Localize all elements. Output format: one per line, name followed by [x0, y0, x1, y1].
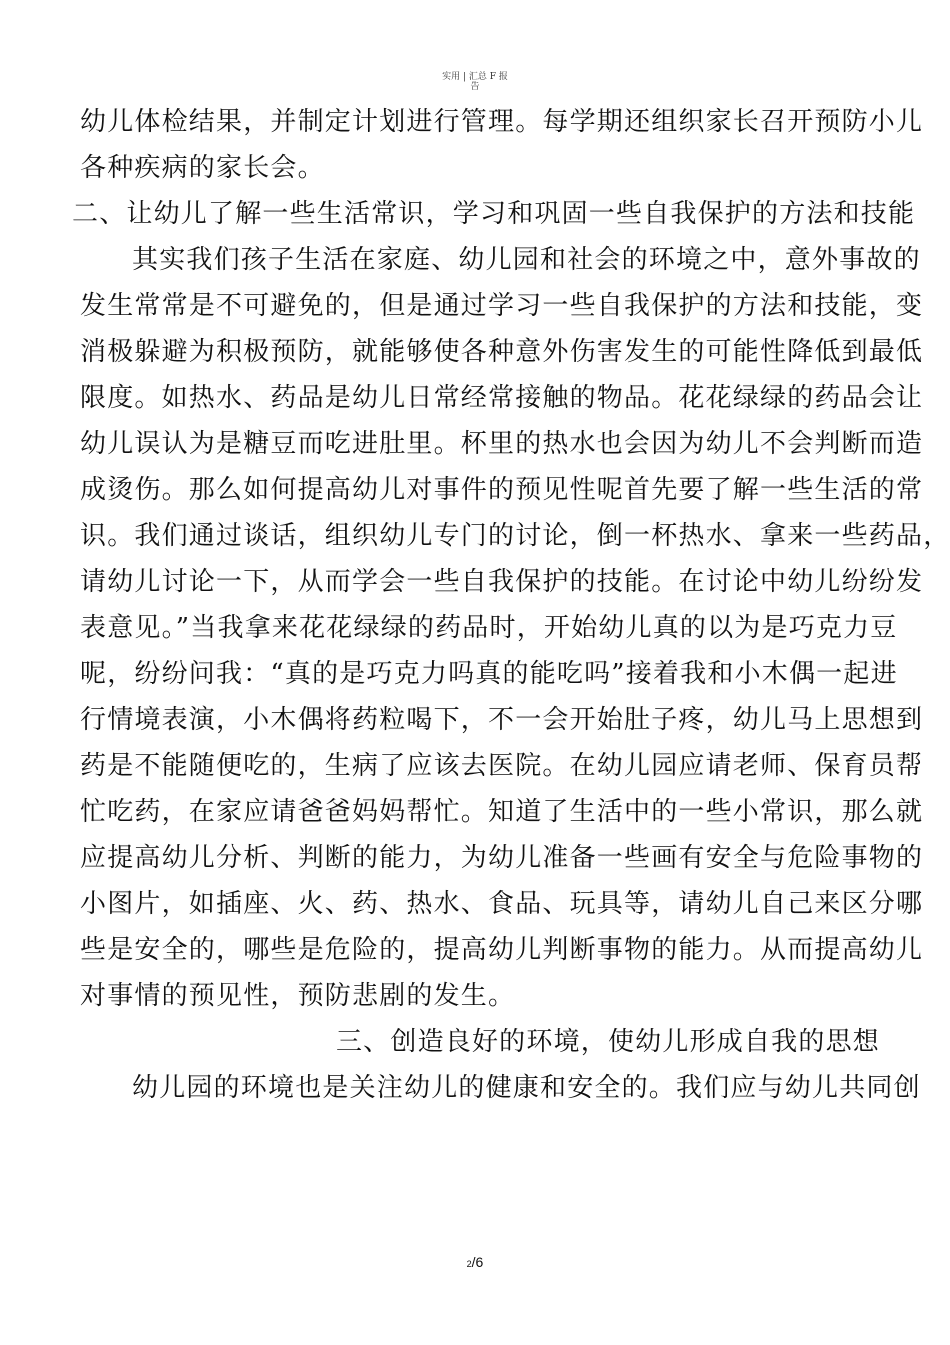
paragraph-line: 幼儿体检结果，并制定计划进行管理。每学期还组织家长召开预防小儿	[80, 107, 924, 137]
paragraph-line: 行情境表演，小木偶将药粒喝下，不一会开始肚子疼，幼儿马上思想到	[80, 705, 924, 735]
paragraph-line: 各种疾病的家长会。	[80, 153, 325, 183]
current-page: 2	[466, 1259, 472, 1269]
header-line-1: 实用 | 汇总 F 报	[442, 72, 508, 82]
paragraph-line: 应提高幼儿分析、判断的能力，为幼儿准备一些画有安全与危险事物的	[80, 843, 924, 873]
paragraph-line: 些是安全的，哪些是危险的，提高幼儿判断事物的能力。从而提高幼儿	[80, 935, 924, 965]
paragraph-line: 幼儿误认为是糖豆而吃进肚里。杯里的热水也会因为幼儿不会判断而造	[80, 429, 924, 459]
paragraph-line: 小图片，如插座、火、药、热水、食品、玩具等，请幼儿自己来区分哪	[80, 889, 924, 919]
section-heading-2: 二、让幼儿了解一些生活常识，学习和巩固一些自我保护的方法和技能	[72, 199, 916, 229]
header-line-2: 告	[470, 82, 480, 92]
paragraph-line: 呢，纷纷问我：“真的是巧克力吗真的能吃吗”接着我和小木偶一起进	[80, 659, 898, 689]
paragraph-line: 忙吃药，在家应请爸爸妈妈帮忙。知道了生活中的一些小常识，那么就	[80, 797, 924, 827]
page-header	[0, 72, 950, 92]
total-pages: 6	[475, 1254, 484, 1270]
section-heading-3: 三、创造良好的环境，使幼儿形成自我的思想	[335, 1027, 880, 1057]
paragraph-line: 幼儿园的环境也是关注幼儿的健康和安全的。我们应与幼儿共同创	[132, 1073, 921, 1103]
page-separator: /	[471, 1254, 476, 1270]
paragraph-line: 发生常常是不可避免的，但是通过学习一些自我保护的方法和技能，变	[80, 291, 924, 321]
paragraph-line: 对事情的预见性，预防悲剧的发生。	[80, 981, 516, 1011]
paragraph-line: 消极躲避为积极预防，就能够使各种意外伤害发生的可能性降低到最低	[80, 337, 924, 367]
paragraph-line: 表意见。”当我拿来花花绿绿的药品时，开始幼儿真的以为是巧克力豆	[80, 613, 898, 643]
paragraph-line: 识。我们通过谈话，组织幼儿专门的讨论，倒一杯热水、拿来一些药品，	[80, 521, 950, 551]
paragraph-line: 成烫伤。那么如何提高幼儿对事件的预见性呢首先要了解一些生活的常	[80, 475, 924, 505]
page-number	[0, 1254, 950, 1270]
paragraph-line: 请幼儿讨论一下，从而学会一些自我保护的技能。在讨论中幼儿纷纷发	[80, 567, 924, 597]
paragraph-line: 其实我们孩子生活在家庭、幼儿园和社会的环境之中，意外事故的	[132, 245, 921, 275]
document-body	[72, 104, 950, 1116]
paragraph-line: 限度。如热水、药品是幼儿日常经常接触的物品。花花绿绿的药品会让	[80, 383, 924, 413]
paragraph-line: 药是不能随便吃的，生病了应该去医院。在幼儿园应请老师、保育员帮	[80, 751, 924, 781]
